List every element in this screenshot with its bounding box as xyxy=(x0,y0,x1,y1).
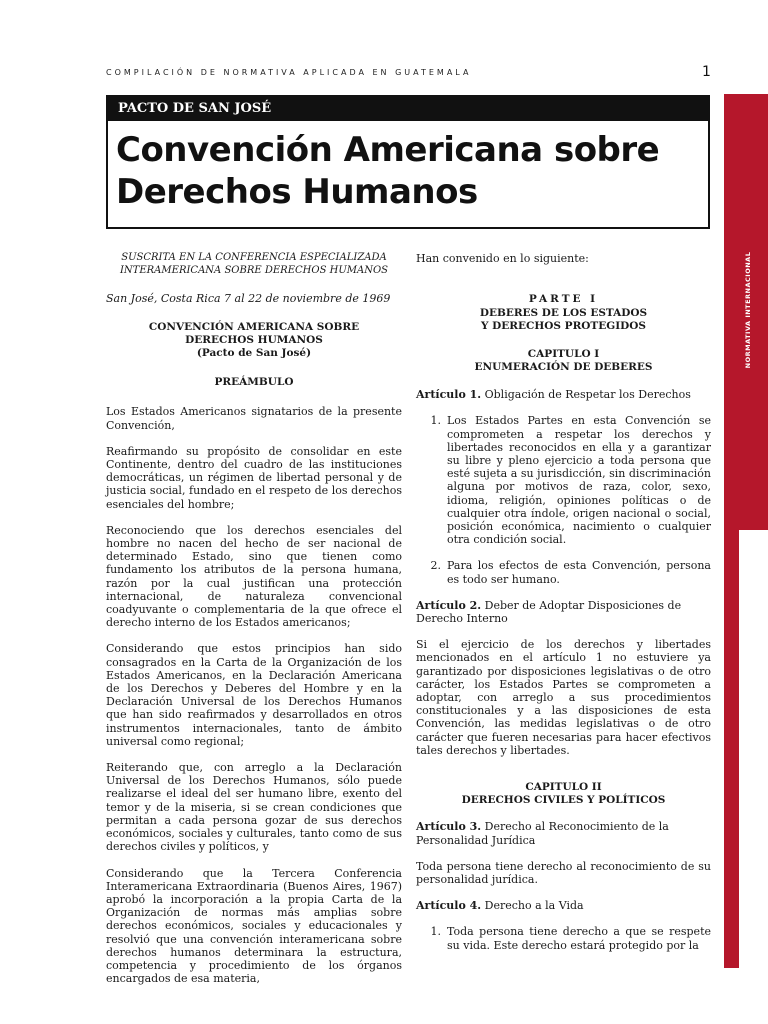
right-column xyxy=(416,252,711,952)
list-item xyxy=(416,559,711,585)
preamble-paragraph: Considerando que estos principios han sido consagrados en la Carta de la Organización de los Estados Americanos, en la Declaración Americana de los Derechos y Deberes del Hombre y en la Declaración Universal de los Derechos Humanos que han sido reafirmados y desarrollados en otros instrumentos internacionales, tanto de ámbito universal como regional; xyxy=(106,642,402,748)
convention-title-line3: (Pacto de San José) xyxy=(196,347,312,360)
part-label: PARTE I xyxy=(528,293,599,306)
item-text: Los Estados Partes en esta Convención se comprometen a respetar los derechos y libertades reconocidos en ella y a garantizar su libre y pleno ejercicio a toda persona que esté sujeta a su jurisdicción, sin discriminación alguna por motivos de raza, color, sexo, idioma, religión, opiniones políticas o de cualquier otra índole, origen nacional o social, posición económica, nacimiento o cualquier otra condición social. xyxy=(447,414,711,547)
document-title-line1: Convención Americana sobre xyxy=(116,130,660,170)
running-header: COMPILACIÓN DE NORMATIVA APLICADA EN GUATEMALA xyxy=(106,68,472,77)
part-title-line1: DEBERES DE LOS ESTADOS xyxy=(479,306,648,319)
list-item xyxy=(416,925,711,951)
chapter2-label: CAPITULO II xyxy=(525,780,602,793)
chapter2-title: DERECHOS CIVILES Y POLÍTICOS xyxy=(461,794,666,807)
place-date: San José, Costa Rica 7 al 22 de noviembre de 1969 xyxy=(106,292,391,305)
preamble-paragraph: Considerando que la Tercera Conferencia Interamericana Extraordinaria (Buenos Aires, 1967) aprobó la incorporación a la propia Carta de la Organización de normas más amplias sobre derechos económicos, sociales y educacionales y resolvió que una convención interamericana sobre derechos humanos determinara la estructura, competencia y procedimiento de los órganos encargados de esa materia, xyxy=(106,866,402,986)
article4-title: Derecho a la Vida xyxy=(481,899,584,913)
item-number: 1. xyxy=(430,925,441,939)
preamble-paragraph: Reafirmando su propósito de consolidar en este Continente, dentro del cuadro de las instituciones democráticas, un régimen de libertad personal y de justicia social, fundado en el respeto de los derechos esenciales del hombre; xyxy=(106,444,402,511)
chapter1-heading xyxy=(416,348,711,374)
intro-line1: SUSCRITA EN LA CONFERENCIA ESPECIALIZADA xyxy=(121,252,387,263)
article3-heading xyxy=(416,820,711,846)
page-number: 1 xyxy=(702,64,711,80)
side-strip xyxy=(724,530,739,968)
preamble-heading: PREÁMBULO xyxy=(214,376,294,389)
preamble-paragraph: Los Estados Americanos signatarios de la presente Convención, xyxy=(106,405,402,432)
article2-text: Si el ejercicio de los derechos y libertades mencionados en el artículo 1 no estuviere ya garantizado por disposiciones legislativas o de otro carácter, los Estados Partes se comprometen a adoptar, con arreglo a sus procedimientos constitucionales y a las disposiciones de esta Convención, las medidas legislativas o de otro carácter que fueren necesarias para hacer efectivos tales derechos y libertades. xyxy=(416,638,711,757)
article2-label: Artículo 2. xyxy=(416,598,482,612)
item-text: Toda persona tiene derecho a que se respete su vida. Este derecho estará protegido por la xyxy=(447,925,711,952)
article2-title: Deber de Adoptar Disposiciones de Derecho Interno xyxy=(416,598,682,625)
item-number: 1. xyxy=(430,414,441,428)
part-heading xyxy=(416,293,711,334)
chapter2-heading xyxy=(416,781,711,807)
preamble-paragraph: Reconociendo que los derechos esenciales del hombre no nacen del hecho de ser nacional de determinado Estado, sino que tienen como fundamento los atributos de la persona humana, razón por la cual justifican una protección internacional, de naturaleza convencional coadyuvante o complementaria de la que ofrece el derecho interno de los Estados americanos; xyxy=(106,523,402,630)
document-title-line2: Derechos Humanos xyxy=(116,172,478,212)
intro-caption xyxy=(106,252,402,277)
article4-list xyxy=(416,925,711,951)
article1-title: Obligación de Respetar los Derechos xyxy=(481,388,691,402)
list-item xyxy=(416,414,711,546)
convention-title-line2: DERECHOS HUMANOS xyxy=(185,334,323,347)
article4-label: Artículo 4. xyxy=(416,899,482,913)
chapter1-label: CAPITULO I xyxy=(527,347,600,360)
article1-label: Artículo 1. xyxy=(416,388,482,402)
article1-heading xyxy=(416,388,711,401)
article3-text: Toda persona tiene derecho al reconocimiento de su personalidad jurídica. xyxy=(416,859,711,886)
article1-list xyxy=(416,414,711,585)
title-label-bar: PACTO DE SAN JOSÉ xyxy=(108,97,708,121)
convention-title-line1: CONVENCIÓN AMERICANA SOBRE xyxy=(148,321,360,334)
convention-title xyxy=(106,321,402,360)
intro-line2: INTERAMERICANA SOBRE DERECHOS HUMANOS xyxy=(119,264,389,276)
article3-label: Artículo 3. xyxy=(416,820,482,834)
preamble-paragraph: Reiterando que, con arreglo a la Declaración Universal de los Derechos Humanos, sólo puede realizarse el ideal del ser humano libre, exento del temor y de la miseria, si se crean condiciones que permitan a cada persona gozar de sus derechos económicos, sociales y culturales, tanto como de sus derechos civiles y políticos, y xyxy=(106,761,402,854)
article3-title: Derecho al Reconocimiento de la Personalidad Jurídica xyxy=(416,820,669,847)
side-tab-label: NORMATIVA INTERNACIONAL xyxy=(744,251,752,369)
item-text: Para los efectos de esta Convención, persona es todo ser humano. xyxy=(447,559,711,586)
title-box xyxy=(106,95,710,229)
chapter1-title: ENUMERACIÓN DE DEBERES xyxy=(474,360,653,373)
article4-heading xyxy=(416,899,711,912)
document-title xyxy=(116,129,708,213)
left-column xyxy=(106,252,402,985)
item-number: 2. xyxy=(430,559,441,573)
part-title-line2: Y DERECHOS PROTEGIDOS xyxy=(481,320,646,333)
article2-heading xyxy=(416,599,711,625)
agreement-line: Han convenido en lo siguiente: xyxy=(416,252,589,265)
